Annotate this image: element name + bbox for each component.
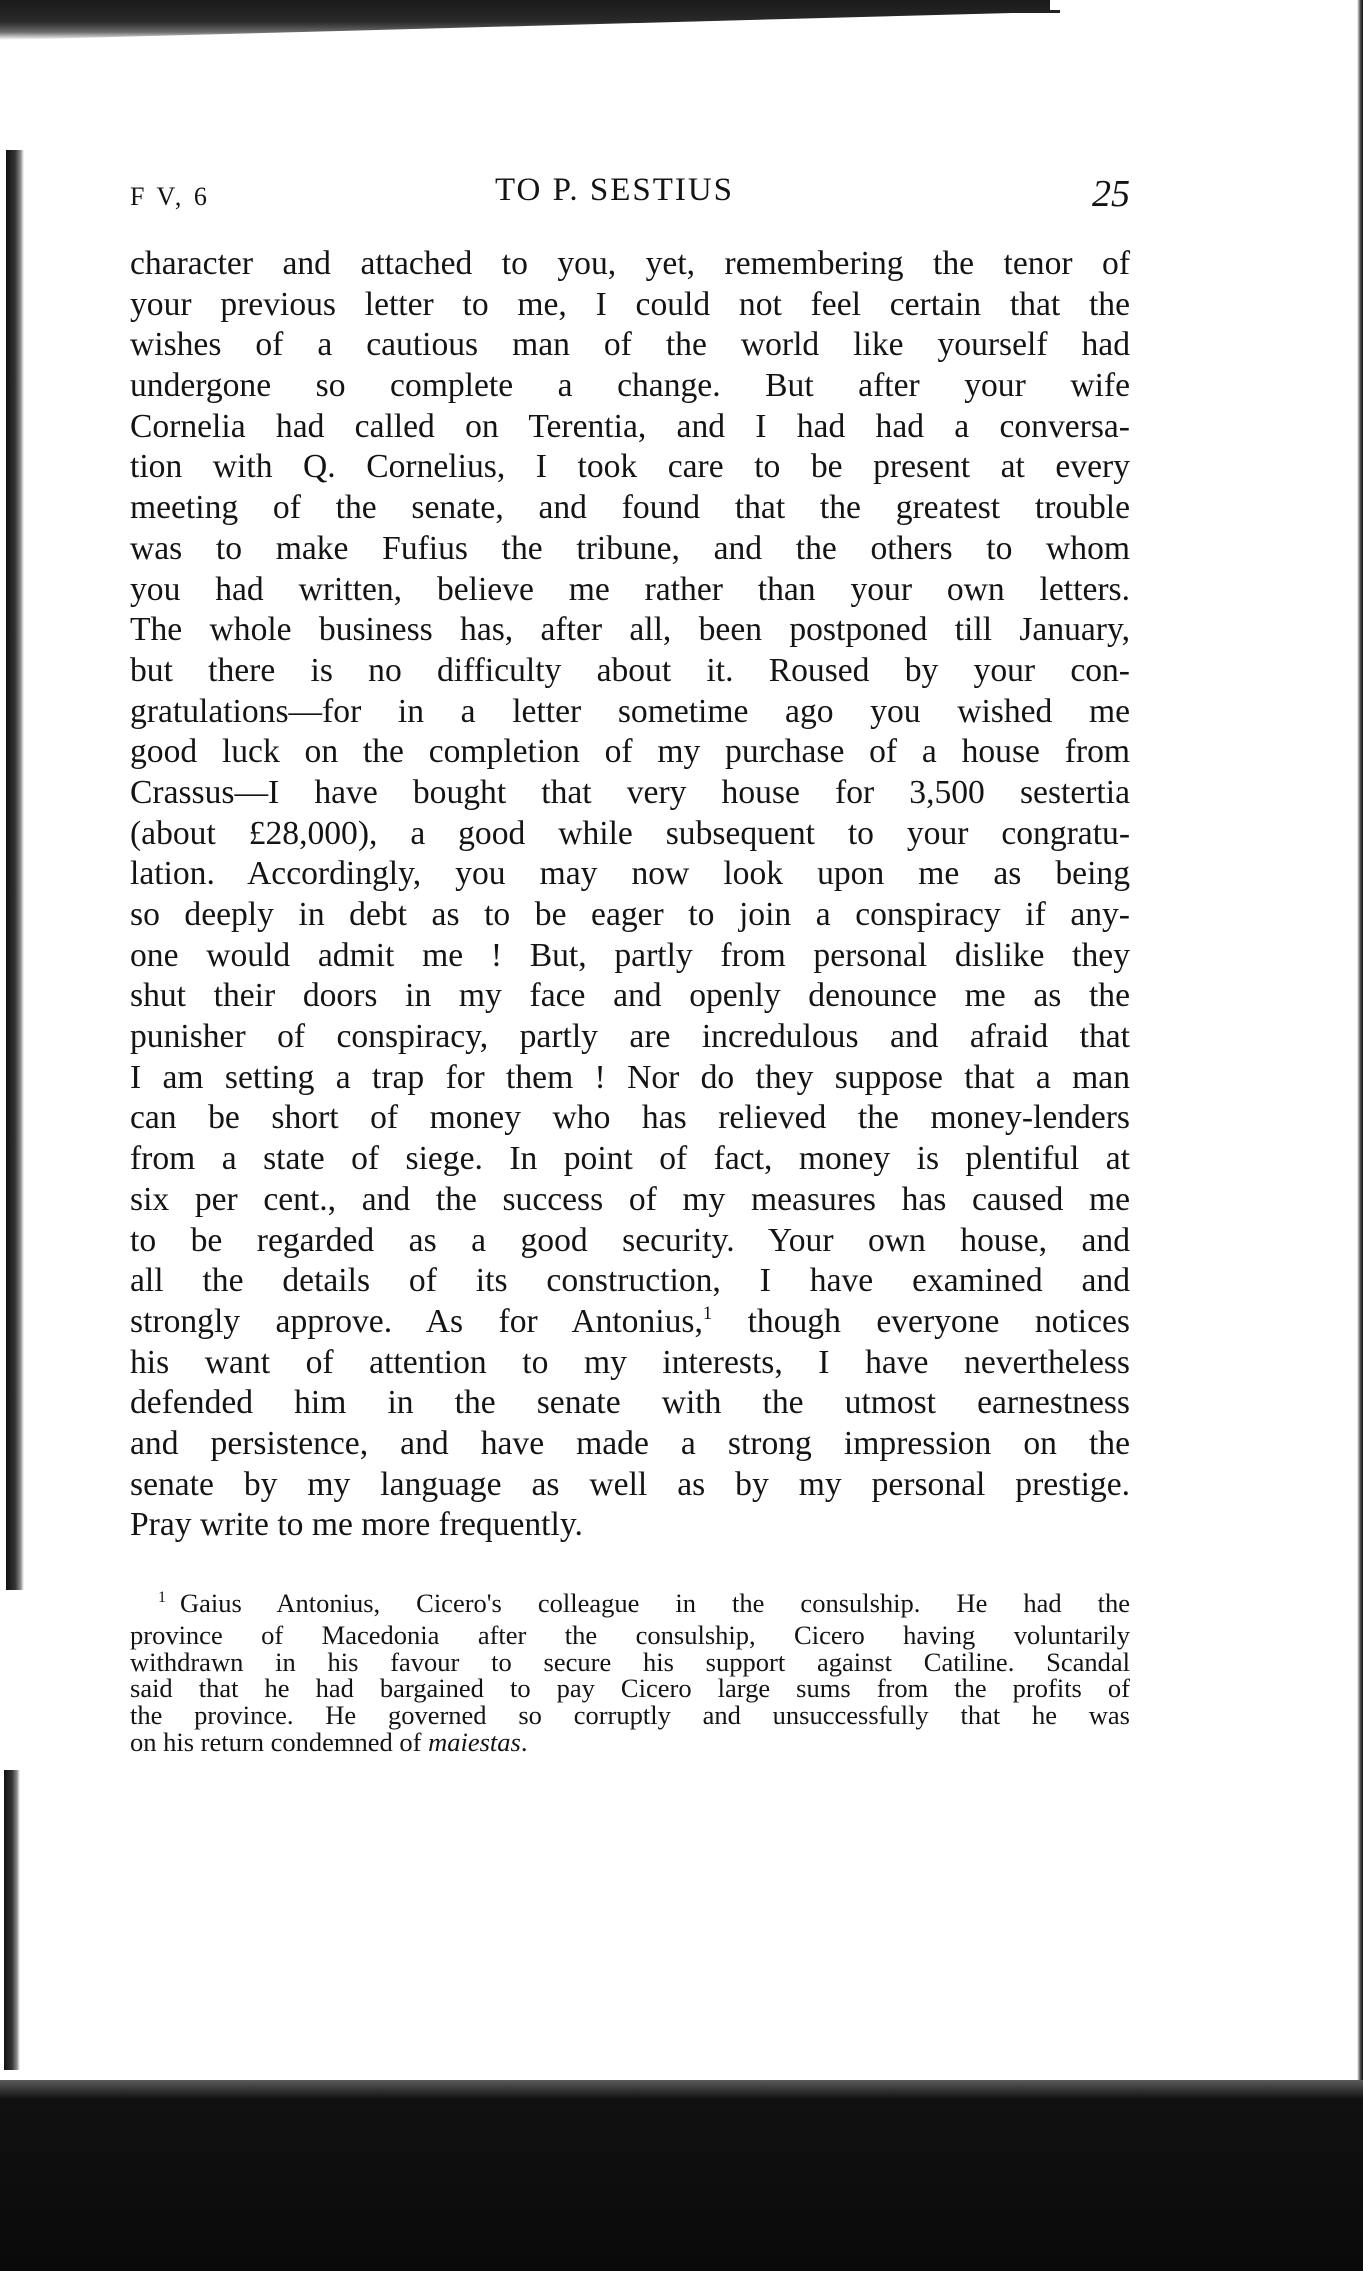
scan-top-rule bbox=[0, 10, 1060, 13]
scan-left-edge-shadow-lower bbox=[4, 1770, 20, 2070]
text-line: you had written, believe me rather than your own letters. bbox=[130, 570, 1130, 608]
text-line: his want of attention to my interests, I have nevertheless bbox=[130, 1343, 1130, 1381]
text-line: Cornelia had called on Terentia, and I had had a conversa- bbox=[130, 407, 1130, 445]
footnote-text: Gaius Antonius, Cicero's colleague in the consulship. He had the bbox=[179, 1588, 1130, 1618]
text-line: tion with Q. Cornelius, I took care to be present at every bbox=[130, 448, 1130, 486]
scan-right-edge-shadow bbox=[1357, 0, 1363, 2120]
footnote-text: on his return condemned of bbox=[130, 1726, 429, 1757]
footnote-period: . bbox=[520, 1726, 528, 1757]
text-line: lation. Accordingly, you may now look upon me as being bbox=[130, 855, 1130, 893]
text-line: defended him in the senate with the utmost earnestness bbox=[130, 1384, 1130, 1422]
text-line-with-footnote-ref bbox=[130, 1302, 1130, 1343]
text-line: senate by my language as well as by my personal prestige. bbox=[130, 1465, 1130, 1503]
text-line: meeting of the senate, and found that the greatest trouble bbox=[130, 489, 1130, 527]
scan-bottom-band bbox=[0, 2080, 1363, 2271]
text-line: The whole business has, after all, been postponed till January, bbox=[130, 611, 1130, 649]
text-line: so deeply in debt as to be eager to join a conspiracy if any- bbox=[130, 896, 1130, 933]
footnote-line bbox=[130, 1726, 1130, 1757]
text-line: but there is no difficulty about it. Roused by your con- bbox=[130, 651, 1130, 689]
text-line: I am setting a trap for them ! Nor do they suppose that a man bbox=[130, 1058, 1130, 1096]
text-line: six per cent., and the success of my measures has caused me bbox=[130, 1180, 1130, 1218]
text-line: your previous letter to me, I could not feel certain that the bbox=[130, 285, 1130, 323]
footnote-line: province of Macedonia after the consulship, Cicero having voluntarily bbox=[130, 1619, 1130, 1650]
text-line: to be regarded as a good security. Your own house, and bbox=[130, 1221, 1130, 1259]
text-line: wishes of a cautious man of the world like yourself had bbox=[130, 326, 1130, 364]
footnote-marker: 1 bbox=[158, 1589, 166, 1607]
text-fragment: though everyone notices bbox=[712, 1302, 1130, 1340]
scan-top-shadow bbox=[0, 0, 1050, 40]
footnote-line: withdrawn in his favour to secure his support against Catiline. Scandal bbox=[130, 1646, 1130, 1677]
text-line: gratulations—for in a letter sometime ago you wished me bbox=[130, 692, 1130, 730]
text-line: punisher of conspiracy, partly are incredulous and afraid that bbox=[130, 1018, 1130, 1056]
footnote-italic-term: maiestas bbox=[428, 1726, 521, 1757]
text-line: can be short of money who has relieved the money-lenders bbox=[130, 1099, 1130, 1137]
text-line: and persistence, and have made a strong impression on the bbox=[130, 1424, 1130, 1462]
page-number: 25 bbox=[1092, 173, 1130, 215]
letter-reference: F V, 6 bbox=[130, 182, 210, 211]
text-line: all the details of its construction, I have examined and bbox=[130, 1262, 1130, 1300]
page-title: TO P. SESTIUS bbox=[495, 172, 735, 208]
footnote-line: said that he had bargained to pay Cicero large sums from the profits of bbox=[130, 1673, 1130, 1704]
text-line: good luck on the completion of my purchase of a house from bbox=[130, 733, 1130, 771]
text-line: Pray write to me more frequently. bbox=[130, 1506, 583, 1544]
text-fragment: strongly approve. As for Antonius, bbox=[130, 1302, 703, 1340]
footnote-line: the province. He governed so corruptly and unsuccessfully that he was bbox=[130, 1700, 1130, 1731]
footnote-reference: 1 bbox=[702, 1302, 713, 1323]
text-line: was to make Fufius the tribune, and the others to whom bbox=[130, 529, 1130, 567]
running-head bbox=[130, 172, 1130, 222]
footnote-line bbox=[130, 1590, 1130, 1622]
text-line: one would admit me ! But, partly from personal dislike they bbox=[130, 936, 1130, 974]
scan-left-edge-shadow bbox=[6, 150, 24, 1590]
text-line: (about £28,000), a good while subsequent to your congratu- bbox=[130, 814, 1130, 852]
text-line: from a state of siege. In point of fact, money is plentiful at bbox=[130, 1140, 1130, 1178]
text-line: Crassus—I have bought that very house for 3,500 sestertia bbox=[130, 773, 1130, 811]
text-line: character and attached to you, yet, remembering the tenor of bbox=[130, 245, 1130, 282]
footnote bbox=[130, 1590, 1130, 1756]
text-line: undergone so complete a change. But after your wife bbox=[130, 367, 1130, 405]
text-line: shut their doors in my face and openly denounce me as the bbox=[130, 977, 1130, 1015]
main-text bbox=[130, 244, 1130, 1546]
